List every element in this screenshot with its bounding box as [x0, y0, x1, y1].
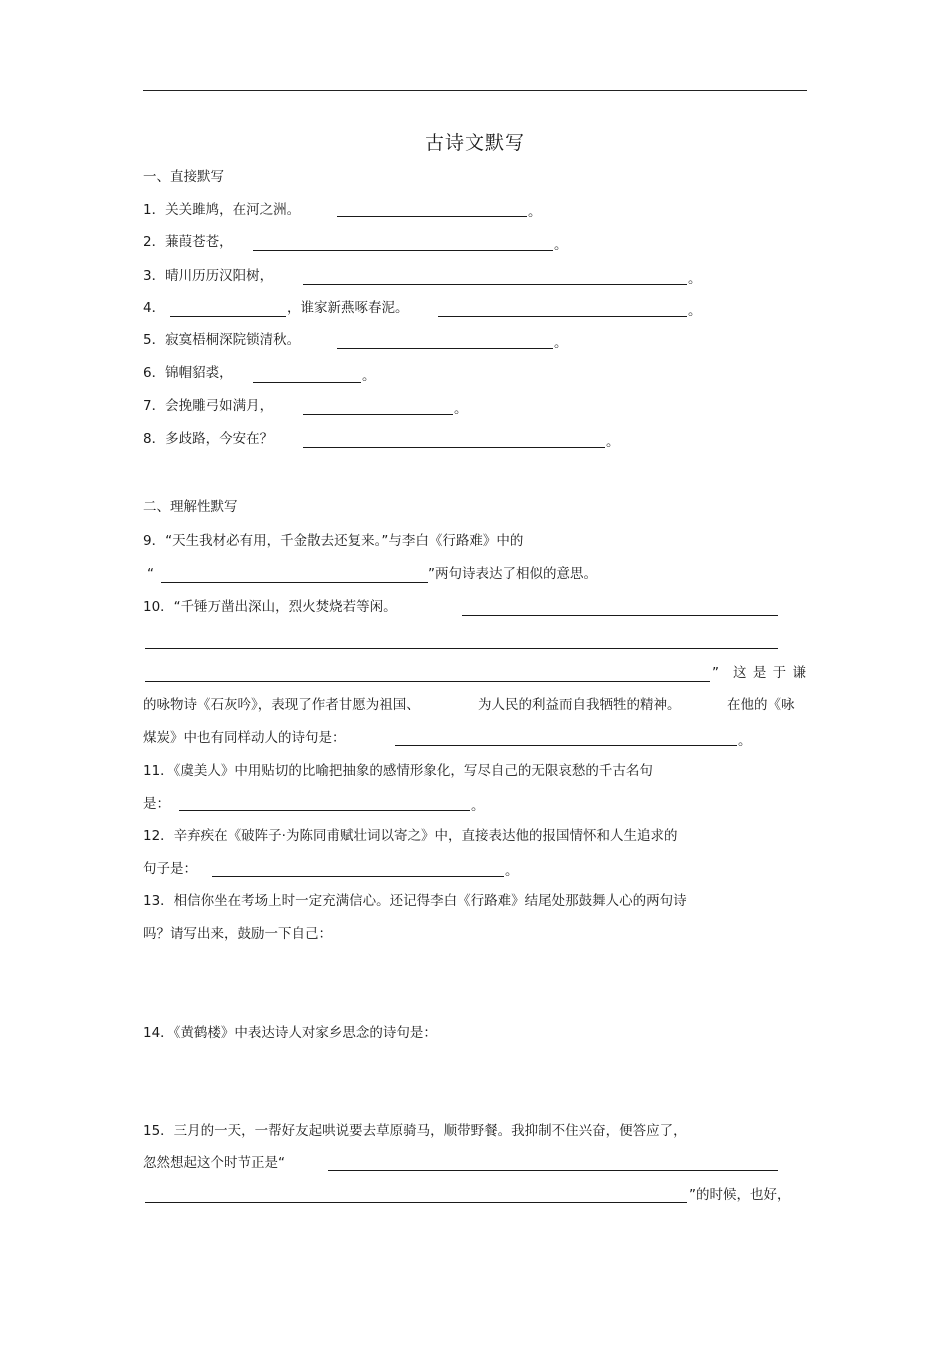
period: 。 — [606, 434, 620, 450]
quote-open: “ — [147, 566, 154, 582]
question-15-tail: ”的时候，也好， — [689, 1187, 791, 1203]
question-12: 12．辛弃疾在《破阵子·为陈同甫赋壮词以寄之》中，直接表达他的报国情怀和人生追求的 — [143, 828, 678, 844]
question-9-tail: ”两句诗表达了相似的意思。 — [428, 566, 597, 582]
question-14: 14．《黄鹤楼》中表达诗人对家乡思念的诗句是： — [143, 1025, 437, 1041]
period: 。 — [454, 401, 468, 417]
period: 。 — [688, 303, 702, 319]
question-7: 7．会挽雕弓如满月， — [143, 398, 274, 414]
question-4-number: 4． — [143, 300, 166, 316]
page-title: 古诗文默写 — [424, 132, 525, 154]
question-5: 5．寂寞梧桐深院锁清秋。 — [143, 332, 301, 348]
answer-blank-4a[interactable] — [170, 316, 286, 317]
question-13: 13．相信你坐在考场上时一定充满信心。还记得李白《行路难》结尾处那鼓舞人心的两句诗 — [143, 893, 687, 909]
answer-blank-12[interactable] — [212, 876, 504, 877]
period: 。 — [528, 204, 542, 220]
question-9: 9．“天生我材必有用，千金散去还复来。”与李白《行路难》中的 — [143, 533, 524, 549]
answer-blank-15a[interactable] — [328, 1170, 778, 1171]
section-heading-1: 一、直接默写 — [143, 169, 224, 185]
period: 。 — [362, 368, 376, 384]
header-rule — [143, 90, 807, 91]
answer-blank-6[interactable] — [253, 382, 361, 383]
char: 是 — [752, 665, 767, 681]
question-11-tail: 是： — [143, 796, 170, 812]
question-10-line4c: 在他的《咏 — [727, 697, 795, 713]
question-15: 15．三月的一天，一帮好友起哄说要去草原骑马，顺带野餐。我抑制不住兴奋，便答应了， — [143, 1123, 687, 1139]
question-11: 11．《虞美人》中用贴切的比喻把抽象的感情形象化，写尽自己的无限哀愁的千古名句 — [143, 763, 653, 779]
answer-blank-10d[interactable] — [395, 745, 737, 746]
question-10-tail — [733, 664, 806, 682]
char: 这 — [733, 665, 747, 681]
question-2: 2．蒹葭苍苍， — [143, 234, 233, 250]
answer-blank-11[interactable] — [179, 810, 470, 811]
question-15-line2: 忽然想起这个时节正是“ — [143, 1155, 285, 1171]
question-10-line5: 煤炭》中也有同样动人的诗句是： — [143, 730, 346, 746]
answer-blank-4b[interactable] — [438, 316, 687, 317]
question-10-line4b: 为人民的利益而自我牺牲的精神。 — [478, 697, 681, 713]
question-13-tail: 吗？请写出来，鼓励一下自己： — [143, 926, 332, 942]
period: 。 — [554, 237, 568, 253]
period: 。 — [688, 271, 702, 287]
question-8: 8．多歧路，今安在？ — [143, 431, 274, 447]
question-12-tail: 句子是： — [143, 861, 197, 877]
question-3: 3．晴川历历汉阳树， — [143, 268, 274, 284]
question-6: 6．锦帽貂裘， — [143, 365, 233, 381]
question-10-line4a: 的咏物诗《石灰吟》，表现了作者甘愿为祖国、 — [143, 697, 420, 713]
period: 。 — [471, 798, 485, 814]
period: 。 — [554, 335, 568, 351]
question-1: 1．关关雎鸠，在河之洲。 — [143, 202, 301, 218]
question-4: ，谁家新燕啄春泥。 — [287, 300, 409, 316]
answer-blank-8[interactable] — [303, 447, 605, 448]
answer-blank-10a[interactable] — [462, 615, 778, 616]
section-heading-2: 二、理解性默写 — [143, 499, 238, 515]
period: 。 — [738, 733, 752, 749]
question-10: 10．“千锤万凿出深山，烈火焚烧若等闲。 — [143, 599, 397, 615]
period: 。 — [505, 863, 519, 879]
answer-blank-10b[interactable] — [145, 648, 778, 649]
answer-blank-5[interactable] — [337, 348, 553, 349]
answer-blank-1[interactable] — [337, 216, 527, 217]
char: 谦 — [792, 665, 806, 681]
char: 于 — [772, 665, 787, 681]
answer-blank-9[interactable] — [161, 582, 428, 583]
answer-blank-3[interactable] — [303, 284, 687, 285]
answer-blank-15b[interactable] — [145, 1202, 687, 1203]
answer-blank-10c[interactable] — [145, 681, 710, 682]
quote-close: ” — [712, 665, 719, 681]
answer-blank-7[interactable] — [303, 414, 453, 415]
answer-blank-2[interactable] — [253, 250, 553, 251]
